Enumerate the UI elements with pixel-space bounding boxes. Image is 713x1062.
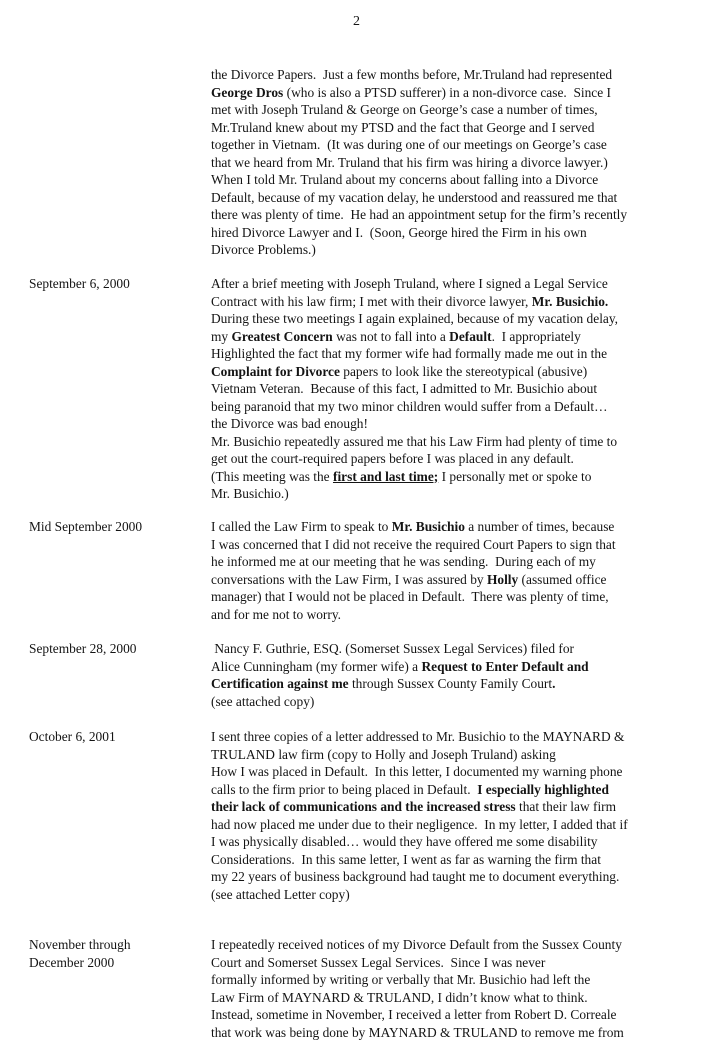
text-line: Court and Somerset Sussex Legal Services. Since I was never <box>211 954 546 970</box>
text-line: that we heard from Mr. Truland that his firm was hiring a divorce lawyer.) <box>211 154 608 170</box>
emphasis-bold: Greatest Concern <box>231 328 333 344</box>
emphasis-bold: Holly <box>486 571 519 587</box>
text-line: met with Joseph Truland & George on George’s case a number of times, <box>211 102 598 117</box>
entry-date <box>29 936 199 971</box>
text-line: Vietnam Veteran. Because of this fact, I admitted to Mr. Busichio about <box>211 381 598 396</box>
entry-date: Mid September 2000 <box>29 519 143 534</box>
emphasis-underlined: first and last time; <box>332 468 439 484</box>
text-line: had now placed me under due to their negligence. In my letter, I added that if <box>211 816 628 832</box>
emphasis-bold: I especially highlighted <box>477 781 609 797</box>
text-line: and for me not to worry. <box>211 606 342 622</box>
text-line: Instead, sometime in November, I received a letter from Robert D. Correale <box>211 1007 617 1022</box>
text-line: there was plenty of time. He had an appointment setup for the firm’s recently <box>211 207 628 222</box>
text-line: When I told Mr. Truland about my concerns about falling into a Divorce <box>211 172 599 187</box>
text-line: being paranoid that my two minor children would suffer from a Default… <box>211 398 608 414</box>
entry-body <box>211 936 701 1041</box>
text-line: calls to the firm prior to being placed in Default. I especially highlighted <box>211 781 609 797</box>
text-line: I was concerned that I did not receive the required Court Papers to sign that <box>211 536 616 552</box>
text-line: Mr. Busichio.) <box>211 486 289 501</box>
text-line: I repeatedly received notices of my Divorce Default from the Sussex County <box>211 937 622 952</box>
text-line: Considerations. In this same letter, I went as far as warning the firm that <box>211 851 601 867</box>
emphasis-bold: Request to Enter Default and <box>421 658 589 674</box>
text-line: hired Divorce Lawyer and I. (Soon, George hired the Firm in his own <box>211 224 587 240</box>
entry-date-line: December 2000 <box>29 954 115 970</box>
text-line: their lack of communications and the increased stress that their law firm <box>211 799 617 814</box>
entry-body <box>211 518 701 623</box>
text-line: Highlighted the fact that my former wife had formally made me out in the <box>211 346 608 361</box>
text-line: Alice Cunningham (my former wife) a Request to Enter Default and <box>211 658 589 674</box>
text-line: my Greatest Concern was not to fall into a Default. I appropriately <box>211 328 581 344</box>
text-line: get out the court-required papers before I was placed in any default. <box>211 451 574 466</box>
emphasis-bold: Default <box>449 328 492 344</box>
text-line: Nancy F. Guthrie, ESQ. (Somerset Sussex Legal Services) filed for <box>211 641 574 656</box>
intro-paragraph <box>211 66 701 259</box>
text-line: the Divorce was bad enough! <box>211 416 368 431</box>
text-line: I called the Law Firm to speak to Mr. Busichio a number of times, because <box>211 519 615 534</box>
text-line: Divorce Problems.) <box>211 242 316 257</box>
emphasis-bold: Complaint for Divorce <box>211 363 340 379</box>
entry-body <box>211 640 701 710</box>
page-number: 2 <box>353 14 360 29</box>
text-line: During these two meetings I again explained, because of my vacation delay, <box>211 311 619 326</box>
text-line: Law Firm of MAYNARD & TRULAND, I didn’t know what to think. <box>211 989 588 1005</box>
text-line: Certification against me through Sussex County Family Court. <box>211 676 556 691</box>
entry-date: September 28, 2000 <box>29 641 137 656</box>
text-line: How I was placed in Default. In this letter, I documented my warning phone <box>211 764 623 779</box>
text-line: together in Vietnam. (It was during one of our meetings on George’s case <box>211 137 607 152</box>
text-line: After a brief meeting with Joseph Truland, where I signed a Legal Service <box>211 276 608 291</box>
text-line: manager) that I would not be placed in Default. There was plenty of time, <box>211 589 609 604</box>
text-line: formally informed by writing or verbally that Mr. Busichio had left the <box>211 972 591 987</box>
text-line: he informed me at our meeting that he was sending. During each of my <box>211 554 596 569</box>
text-line: the Divorce Papers. Just a few months before, Mr.Truland had represented <box>211 67 613 82</box>
entry-body <box>211 275 701 503</box>
text-line: conversations with the Law Firm, I was assured by Holly (assumed office <box>211 571 607 587</box>
emphasis-bold: . <box>552 676 556 691</box>
emphasis-bold: Mr. Busichio. <box>531 293 609 309</box>
text-line: (This meeting was the first and last time; I personally met or spoke to <box>211 468 592 484</box>
text-line: I sent three copies of a letter addressed to Mr. Busichio to the MAYNARD & <box>211 729 625 744</box>
emphasis-bold: Certification against me <box>211 676 349 691</box>
text-line: TRULAND law firm (copy to Holly and Joseph Truland) asking <box>211 746 556 762</box>
text-line: my 22 years of business background had taught me to document everything. <box>211 869 620 884</box>
entry-date: September 6, 2000 <box>29 276 130 291</box>
emphasis-bold: Mr. Busichio <box>391 519 465 534</box>
text-line: Mr. Busichio repeatedly assured me that his Law Firm had plenty of time to <box>211 433 618 449</box>
text-line: I was physically disabled… would they have offered me some disability <box>211 834 598 849</box>
text-line: George Dros (who is also a PTSD sufferer) in a non-divorce case. Since I <box>211 84 611 100</box>
text-line: Default, because of my vacation delay, he understood and reassured me that <box>211 189 618 205</box>
entry-date-line: November through <box>29 937 131 952</box>
text-line: (see attached Letter copy) <box>211 886 350 902</box>
emphasis-bold: George Dros <box>211 84 284 100</box>
entry-date: October 6, 2001 <box>29 729 116 744</box>
text-line: (see attached copy) <box>211 693 315 709</box>
text-line: that work was being done by MAYNARD & TRULAND to remove me from <box>211 1024 624 1040</box>
text-line: Mr.Truland knew about my PTSD and the fact that George and I served <box>211 119 595 135</box>
text-line: Complaint for Divorce papers to look like the stereotypical (abusive) <box>211 363 588 379</box>
entry-body <box>211 728 701 903</box>
text-line: Contract with his law firm; I met with their divorce lawyer, Mr. Busichio. <box>211 293 609 309</box>
emphasis-bold: their lack of communications and the increased stress <box>211 799 516 814</box>
